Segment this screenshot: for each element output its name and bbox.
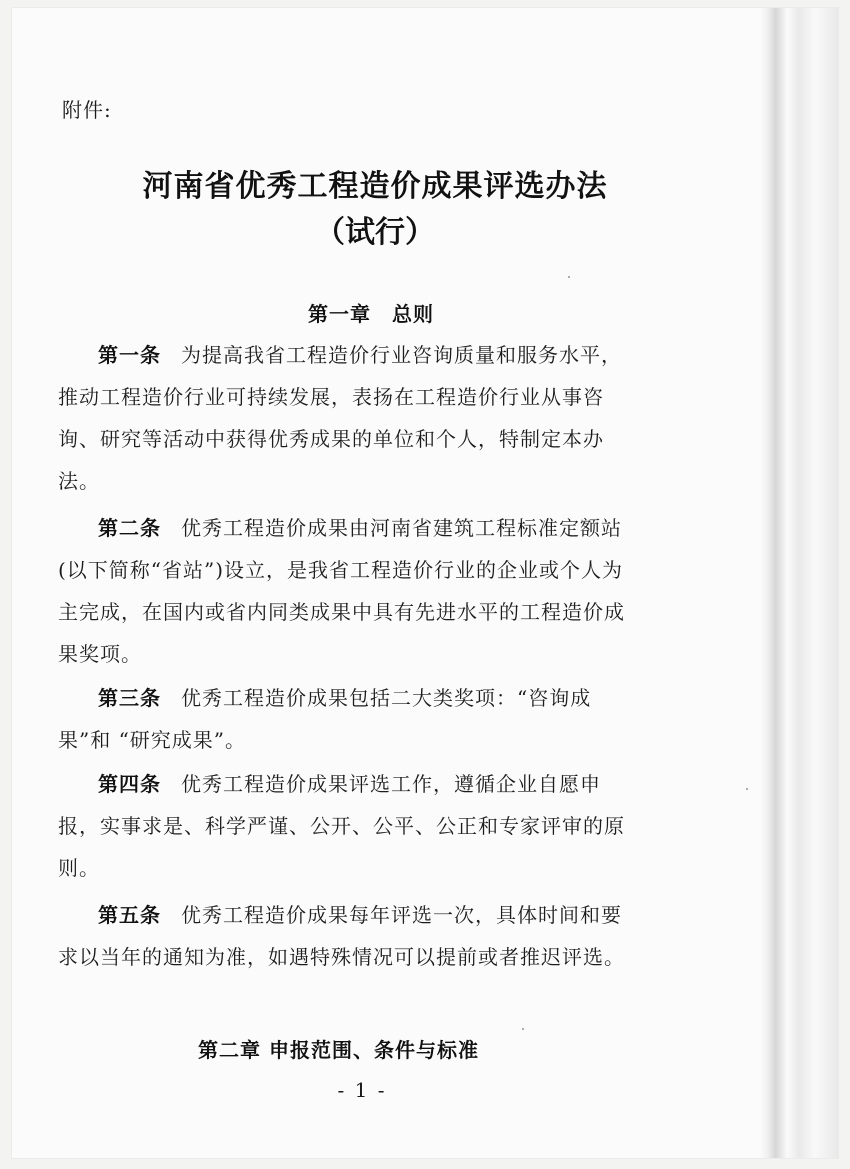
article-4 [58,763,638,889]
article-1-paragraph [58,334,638,502]
attachment-label: 附件: [62,98,112,122]
article-3-paragraph [58,677,638,761]
document-title: 河南省优秀工程造价成果评选办法 [142,169,608,205]
chapter-1-title: 第一章 总则 [308,302,434,326]
article-1-text: 为提高我省工程造价行业咨询质量和服务水平，推动工程造价行业可持续发展，表扬在工程造价行业从事咨询、研究等活动中获得优秀成果的单位和个人，特制定本办法。 [58,343,622,493]
article-2-text: 优秀工程造价成果由河南省建筑工程标准定额站(以下简称“省站”)设立，是我省工程造价行业的企业或个人为主完成，在国内或省内同类成果中具有先进水平的工程造价成果奖项。 [58,516,625,666]
article-5-paragraph [58,894,638,978]
article-3-text: 优秀工程造价成果包括二大类奖项：“咨询成果”和 “研究成果”。 [58,686,592,752]
article-3-label: 第三条 [98,686,161,710]
article-2 [58,507,638,675]
scan-speck [746,788,748,790]
article-3 [58,677,638,761]
article-2-label: 第二条 [98,516,161,540]
article-4-paragraph [58,763,638,889]
article-4-label: 第四条 [98,772,161,796]
article-1 [58,334,638,502]
article-2-paragraph [58,507,638,675]
article-4-text: 优秀工程造价成果评选工作，遵循企业自愿申报，实事求是、科学严谨、公开、公平、公正和专家评审的原则。 [58,772,625,880]
scan-speck [522,1028,524,1030]
article-5-label: 第五条 [98,903,161,927]
article-5 [58,894,638,978]
scan-speck [568,276,570,278]
document-subtitle: （试行） [315,215,435,250]
page-number: - 1 - [337,1078,387,1102]
chapter-2-title: 第二章 申报范围、条件与标准 [198,1038,479,1062]
article-1-label: 第一条 [98,343,161,367]
article-5-text: 优秀工程造价成果每年评选一次，具体时间和要求以当年的通知为准，如遇特殊情况可以提前或者推迟评选。 [58,903,625,969]
